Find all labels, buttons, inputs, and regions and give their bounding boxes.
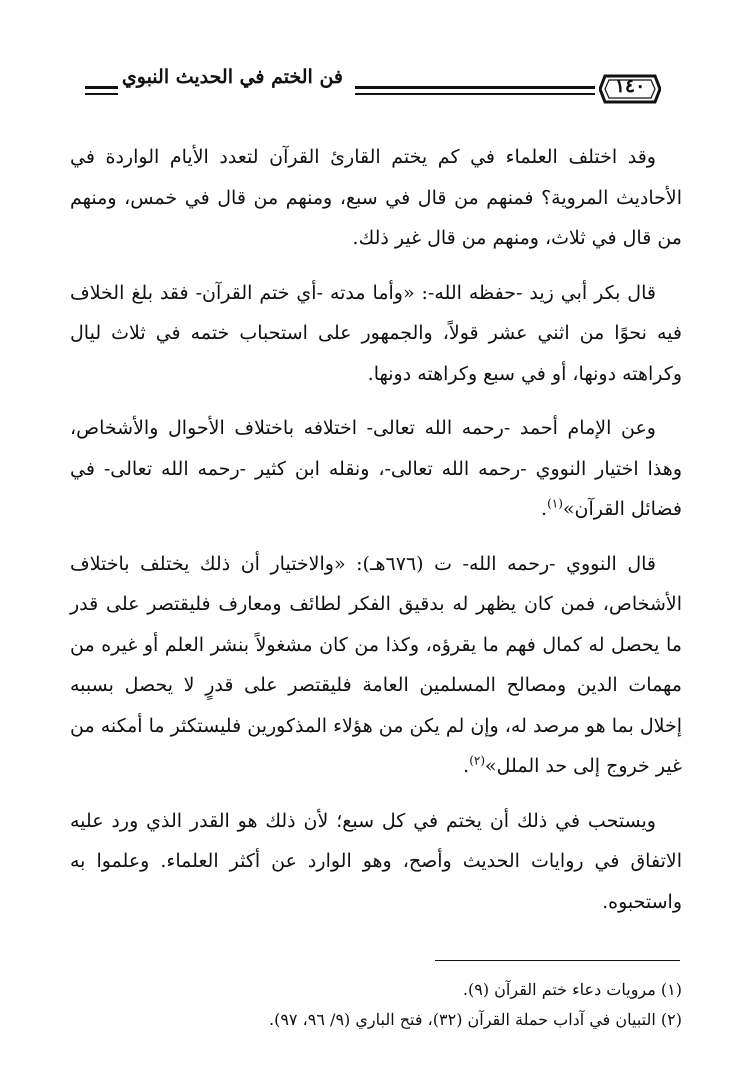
paragraph-end: . xyxy=(463,755,470,777)
paragraph-1 xyxy=(70,137,682,259)
header-rule-left-thin xyxy=(85,93,118,95)
header-rule-right-thin xyxy=(355,93,595,95)
running-title: فن الختم في الحديث النبوي xyxy=(121,66,343,88)
page-header xyxy=(0,0,742,120)
footnote-ref-2[interactable]: (٢) xyxy=(469,753,486,768)
paragraph-end: . xyxy=(541,498,548,520)
paragraph-3 xyxy=(70,408,682,530)
paragraph-5 xyxy=(70,801,682,923)
footnote-separator xyxy=(435,960,680,961)
page-number: ١٤٠ xyxy=(614,75,646,97)
paragraph-text: ويستحب في ذلك أن يختم في كل سبع؛ لأن ذلك هو القدر الذي ورد عليه الاتفاق في روايات الحديث وأصح، وهو الوارد عن أكثر العلماء. وعلموا به واستحبوه. xyxy=(70,809,682,913)
body-text xyxy=(70,137,682,936)
header-rule-right xyxy=(355,86,595,89)
header-rule-left xyxy=(85,86,118,89)
paragraph-text: وقد اختلف العلماء في كم يختم القارئ القرآن لتعدد الأيام الواردة في الأحاديث المروية؟ فمنهم من قال في سبع، ومنهم من قال في خمس، ومنهم من قال في ثلاث، ومنهم من قال غير ذلك. xyxy=(70,146,682,249)
paragraph-4 xyxy=(70,544,682,787)
footnote-ref-1[interactable]: (١) xyxy=(547,496,563,511)
paragraph-text: وعن الإمام أحمد -رحمه الله تعالى- اختلافه باختلاف الأحوال والأشخاص، وهذا اختيار النووي -رحمه الله تعالى-، ونقله ابن كثير -رحمه الله تعالى- في فضائل القرآن» xyxy=(70,417,682,520)
paragraph-text: قال النووي -رحمه الله- ت (٦٧٦هـ): «والاختيار أن ذلك يختلف باختلاف الأشخاص، فمن كان يظهر له بدقيق الفكر لطائف ومعارف فليقتصر على قدر ما يحصل له كمال فهم ما يقرؤه، وكذا من كان مشغولاً بنشر العلم أو غيره من مهمات الدين ومصالح المسلمين العامة فليقتصر على قدرٍ لا يحصل بسببه إخلال بما هو مرصد له، وإن لم يكن من هؤلاء المذكورين فليستكثر ما أمكنه من غير خروج إلى حد الملل» xyxy=(70,552,682,777)
footnote-1: (١) مرويات دعاء ختم القرآن (٩). xyxy=(462,980,682,999)
footnote-2: (٢) التبيان في آداب حملة القرآن (٣٢)، فتح الباري (٩/ ٩٦، ٩٧). xyxy=(269,1010,682,1029)
paragraph-2 xyxy=(70,273,682,395)
footnotes xyxy=(100,975,682,1035)
paragraph-text: قال بكر أبي زيد -حفظه الله-: «وأما مدته -أي ختم القرآن- فقد بلغ الخلاف فيه نحوًا من اثني عشر قولاً، والجمهور على استحباب ختمه في ثلاث ليال وكراهته دونها، أو في سبع وكراهته دونها. xyxy=(70,281,682,385)
page-number-badge xyxy=(599,72,661,106)
